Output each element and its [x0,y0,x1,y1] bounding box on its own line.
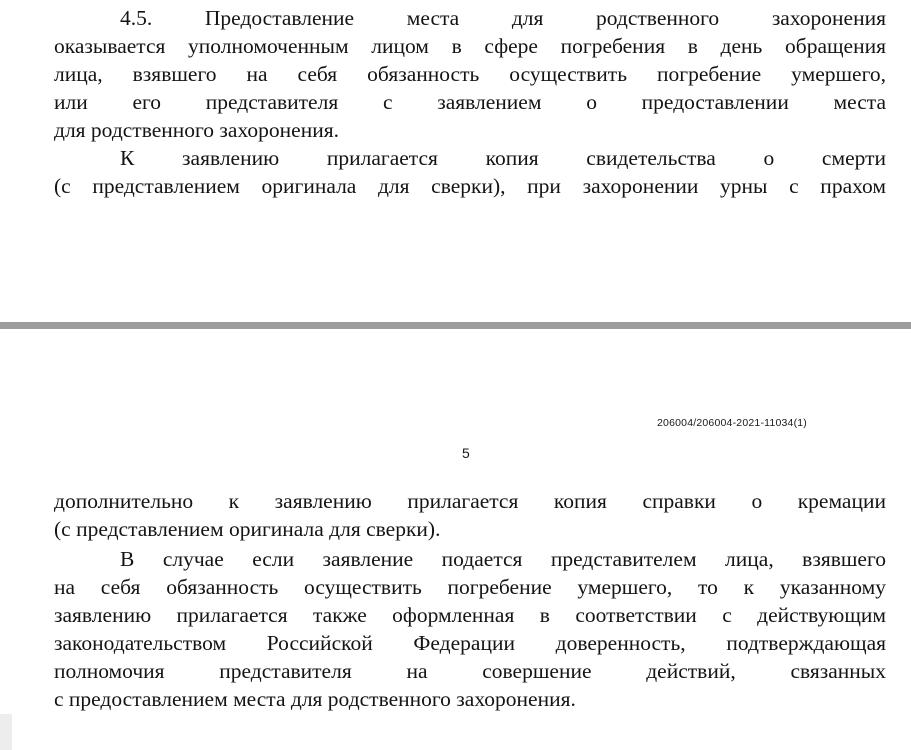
paragraph-representative-power-of-attorney [54,545,886,713]
text-line: В случае если заявление подается представителем лица, взявшего [120,547,886,571]
text-line: заявлению прилагается также оформленная в соответствии с действующим [54,603,886,627]
text-line: полномочия представителя на совершение действий, связанных [54,659,886,683]
bottom-page [0,329,911,750]
page-number: 5 [462,445,470,461]
paragraph-cremation-certificate [54,487,886,543]
text-line: для родственного захоронения. [54,118,339,142]
text-line: законодательством Российской Федерации доверенность, подтверждающая [54,631,886,655]
paragraph-attachment-death-certificate [54,144,886,200]
text-line: лица, взявшего на себя обязанность осуществить погребение умершего, [54,62,886,86]
text-line: оказывается уполномоченным лицом в сфере погребения в день обращения [54,34,886,58]
paragraph-4-5 [54,4,886,144]
document-id: 206004/206004-2021-11034(1) [657,417,807,429]
text-line: (с представлением оригинала для сверки). [54,517,441,541]
page-separator [0,322,911,329]
text-line: на себя обязанность осуществить погребение умершего, то к указанному [54,575,886,599]
text-line: (с представлением оригинала для сверки), при захоронении урны с прахом [54,174,886,198]
top-page [0,0,911,322]
text-line: 4.5. Предоставление места для родственного захоронения [120,6,886,30]
text-line: или его представителя с заявлением о предоставлении места [54,90,886,114]
text-line: с предоставлением места для родственного захоронения. [54,687,576,711]
text-line: К заявлению прилагается копия свидетельства о смерти [120,146,886,170]
text-line: дополнительно к заявлению прилагается копия справки о кремации [54,489,886,513]
scan-edge-mark [0,714,12,750]
